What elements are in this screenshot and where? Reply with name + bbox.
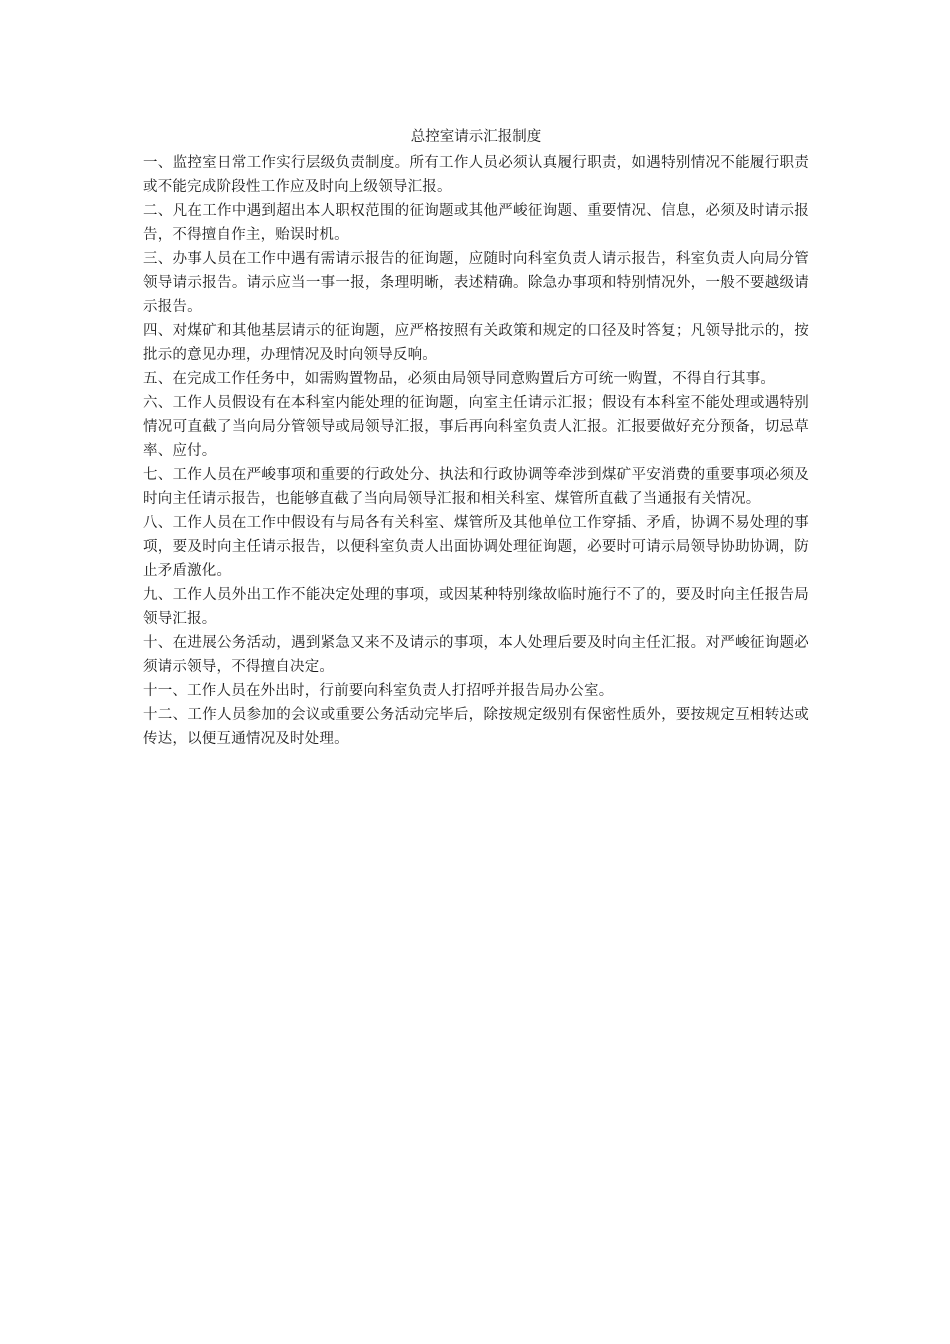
paragraph-3: 三、办事人员在工作中遇有需请示报告的征询题，应随时向科室负责人请示报告，科室负责人向局分管领导请示报告。请示应当一事一报，条理明晰，表述精确。除急办事项和特别情况外，一般不要越级请示报告。 xyxy=(143,251,809,315)
document-title: 总控室请示汇报制度 xyxy=(410,129,542,145)
paragraph-7: 七、工作人员在严峻事项和重要的行政处分、执法和行政协调等牵涉到煤矿平安消费的重要事项必须及时向主任请示报告，也能够直截了当向局领导汇报和相关科室、煤管所直截了当通报有关情况。 xyxy=(143,467,809,507)
paragraph-6: 六、工作人员假设有在本科室内能处理的征询题，向室主任请示汇报；假设有本科室不能处理或遇特别情况可直截了当向局分管领导或局领导汇报，事后再向科室负责人汇报。汇报要做好充分预备，切忌草率、应付。 xyxy=(143,395,809,459)
paragraph-1: 一、监控室日常工作实行层级负责制度。所有工作人员必须认真履行职责，如遇特别情况不能履行职责或不能完成阶段性工作应及时向上级领导汇报。 xyxy=(143,155,809,195)
paragraph-2: 二、凡在工作中遇到超出本人职权范围的征询题或其他严峻征询题、重要情况、信息，必须及时请示报告，不得擅自作主，贻误时机。 xyxy=(143,203,809,243)
paragraph-12: 十二、工作人员参加的会议或重要公务活动完毕后，除按规定级别有保密性质外，要按规定互相转达或传达，以便互通情况及时处理。 xyxy=(143,707,809,747)
paragraph-8: 八、工作人员在工作中假设有与局各有关科室、煤管所及其他单位工作穿插、矛盾，协调不易处理的事项，要及时向主任请示报告，以便科室负责人出面协调处理征询题，必要时可请示局领导协助协调，防止矛盾激化。 xyxy=(143,515,809,579)
paragraph-11: 十一、工作人员在外出时，行前要向科室负责人打招呼并报告局办公室。 xyxy=(143,683,614,699)
document-body xyxy=(143,125,809,751)
paragraph-5: 五、在完成工作任务中，如需购置物品，必须由局领导同意购置后方可统一购置，不得自行其事。 xyxy=(143,371,776,387)
paragraph-9: 九、工作人员外出工作不能决定处理的事项，或因某种特别缘故临时施行不了的，要及时向主任报告局领导汇报。 xyxy=(143,587,809,627)
paragraph-10: 十、在进展公务活动，遇到紧急又来不及请示的事项，本人处理后要及时向主任汇报。对严峻征询题必须请示领导，不得擅自决定。 xyxy=(143,635,809,675)
paragraph-4: 四、对煤矿和其他基层请示的征询题，应严格按照有关政策和规定的口径及时答复；凡领导批示的，按批示的意见办理，办理情况及时向领导反响。 xyxy=(143,323,809,363)
